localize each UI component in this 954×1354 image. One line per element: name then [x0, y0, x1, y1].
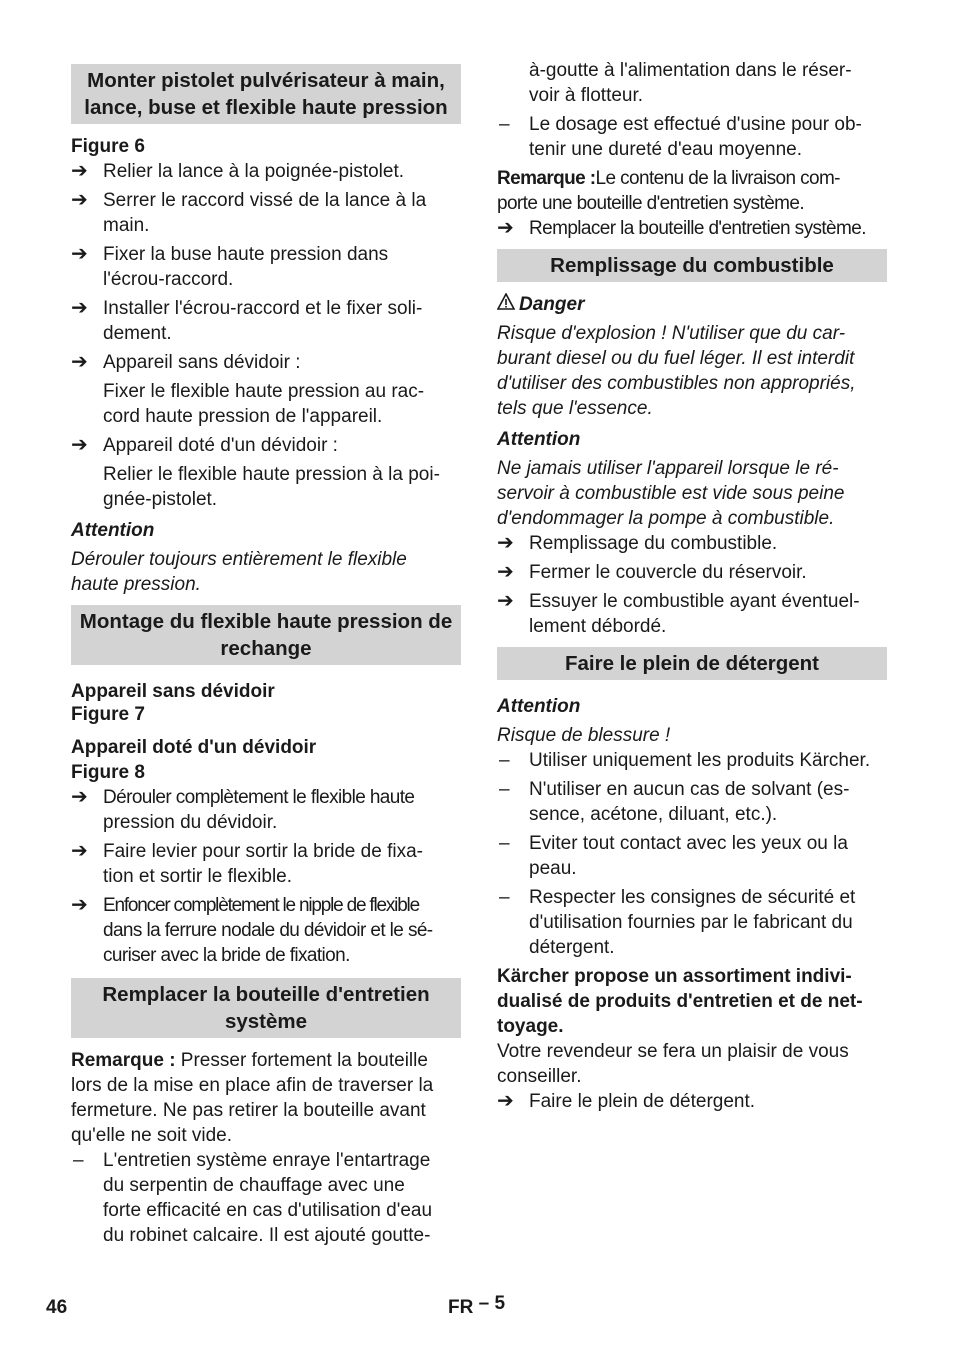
dash-item: – Le dosage est effectué d'usine pour ob- [499, 114, 862, 135]
step-continued: dans la ferrure nodale du dévidoir et le sé- [103, 920, 433, 941]
arrow-right-icon: ➔ [71, 243, 88, 265]
dash-item-continued: du serpentin de chauffage avec une [103, 1175, 405, 1196]
danger-text: tels que l'essence. [497, 398, 653, 419]
bold-paragraph: toyage. [497, 1016, 564, 1037]
attention-text: Dérouler toujours entièrement le flexible [71, 549, 407, 570]
figure-ref: Figure 8 [71, 762, 145, 783]
dash-item-continued: détergent. [529, 937, 615, 958]
remark: Remarque :Le contenu de la livraison com- [497, 168, 840, 189]
step: ➔ Appareil doté d'un dévidoir : [71, 434, 338, 456]
remark: Remarque : Presser fortement la bouteille [71, 1050, 428, 1071]
dash-item-continued: forte efficacité en cas d'utilisation d'eau [103, 1200, 433, 1221]
risk-text: Risque de blessure ! [497, 725, 671, 746]
danger-text: Risque d'explosion ! N'utiliser que du car- [497, 323, 846, 344]
attention-label: Attention [497, 429, 581, 450]
arrow-right-icon: ➔ [71, 189, 88, 211]
remark-text: lors de la mise en place afin de traverser la [71, 1075, 434, 1096]
bold-paragraph: dualisé de produits d'entretien et de net- [497, 991, 863, 1012]
attention-label: Attention [71, 520, 155, 541]
dash-item: – Eviter tout contact avec les yeux ou la [499, 833, 848, 854]
step: ➔ Relier la lance à la poignée-pistolet. [71, 160, 405, 182]
step-continued: pression du dévidoir. [103, 812, 278, 833]
attention-text: Ne jamais utiliser l'appareil lorsque le ré- [497, 458, 839, 479]
arrow-right-icon: ➔ [497, 1090, 514, 1112]
arrow-right-icon: ➔ [71, 351, 88, 373]
dash-item-continued: peau. [529, 858, 577, 879]
arrow-right-icon: ➔ [71, 786, 88, 808]
step: ➔ Faire le plein de détergent. [497, 1090, 756, 1112]
subheading: Appareil sans dévidoir [71, 681, 275, 702]
dash-item-continued: du robinet calcaire. Il est ajouté goutte- [103, 1225, 431, 1246]
section-heading-spare-hose: Montage du flexible haute pression de rechange [71, 605, 461, 665]
attention-label: Attention [497, 696, 581, 717]
arrow-right-icon: ➔ [71, 160, 88, 182]
danger-text: d'utiliser des combustibles non appropriés, [497, 373, 856, 394]
step: ➔ Dérouler complètement le flexible haute [71, 786, 415, 808]
arrow-right-icon: ➔ [497, 590, 514, 612]
attention-text: d'endommager la pompe à combustible. [497, 508, 835, 529]
warning-triangle-icon [497, 292, 519, 317]
section-heading-replace-bottle: Remplacer la bouteille d'entretien système [71, 978, 461, 1038]
section-heading-mount-gun: Monter pistolet pulvérisateur à main, lance, buse et flexible haute pression [71, 64, 461, 124]
dash-item: – Respecter les consignes de sécurité et [499, 887, 856, 908]
step-continued: dement. [103, 323, 172, 344]
bold-paragraph: Kärcher propose un assortiment indivi- [497, 966, 852, 987]
step-continued: curiser avec la bride de fixation. [103, 945, 350, 966]
step-continued: main. [103, 215, 150, 236]
step-detail: gnée-pistolet. [103, 489, 218, 510]
step-continued: l'écrou-raccord. [103, 269, 234, 290]
dash-item-continued: tenir une dureté d'eau moyenne. [529, 139, 802, 160]
step: ➔ Faire levier pour sortir la bride de fixa- [71, 840, 423, 862]
remark-text: qu'elle ne soit vide. [71, 1125, 233, 1146]
attention-text: haute pression. [71, 574, 201, 595]
page-number: 46 [46, 1297, 68, 1318]
dash-item-continued: d'utilisation fournies par le fabricant du [529, 912, 853, 933]
arrow-right-icon: ➔ [71, 894, 88, 916]
attention-text: servoir à combustible est vide sous peine [497, 483, 845, 504]
step-detail: Fixer le flexible haute pression au rac- [103, 381, 425, 402]
right-column [497, 58, 887, 1114]
step: ➔ Remplissage du combustible. [497, 532, 778, 554]
step: ➔ Remplacer la bouteille d'entretien système. [497, 217, 866, 239]
arrow-right-icon: ➔ [71, 840, 88, 862]
paragraph: conseiller. [497, 1066, 582, 1087]
step-continued: lement débordé. [529, 616, 667, 637]
dash-item-continued: sence, acétone, diluant, etc.). [529, 804, 778, 825]
step: ➔ Installer l'écrou-raccord et le fixer soli- [71, 297, 423, 319]
arrow-right-icon: ➔ [71, 434, 88, 456]
figure-ref: Figure 7 [71, 704, 145, 725]
step-detail: Relier le flexible haute pression à la poi- [103, 464, 440, 485]
arrow-right-icon: ➔ [497, 532, 514, 554]
dash-item: – N'utiliser en aucun cas de solvant (es- [499, 779, 850, 800]
step: ➔ Enfoncer complètement le nipple de flexible [71, 894, 419, 916]
step: ➔ Serrer le raccord vissé de la lance à la [71, 189, 427, 211]
step: ➔ Fixer la buse haute pression dans [71, 243, 389, 265]
danger-heading: Danger [497, 292, 887, 317]
arrow-right-icon: ➔ [497, 217, 514, 239]
paragraph: Votre revendeur se fera un plaisir de vous [497, 1041, 849, 1062]
dash-item: – L'entretien système enraye l'entartrage [73, 1150, 431, 1171]
remark-text: porte une bouteille d'entretien système. [497, 193, 805, 214]
section-heading-detergent: Faire le plein de détergent [497, 647, 887, 680]
step-detail: cord haute pression de l'appareil. [103, 406, 383, 427]
dash-item-continued: voir à flotteur. [529, 85, 644, 106]
dash-item-continued: à-goutte à l'alimentation dans le réser- [529, 60, 852, 81]
dash-item: – Utiliser uniquement les produits Kärcher. [499, 750, 871, 771]
left-column [71, 64, 461, 1248]
remark-text: fermeture. Ne pas retirer la bouteille avant [71, 1100, 426, 1121]
arrow-right-icon: ➔ [71, 297, 88, 319]
step: ➔ Fermer le couvercle du réservoir. [497, 561, 807, 583]
step: ➔ Essuyer le combustible ayant éventuel- [497, 590, 860, 612]
arrow-right-icon: ➔ [497, 561, 514, 583]
footer-lang: FR – 5 [448, 1293, 506, 1318]
subheading: Appareil doté d'un dévidoir [71, 737, 317, 758]
step: ➔ Appareil sans dévidoir : [71, 351, 301, 373]
section-heading-fuel: Remplissage du combustible [497, 249, 887, 282]
step-continued: tion et sortir le flexible. [103, 866, 293, 887]
figure-ref: Figure 6 [71, 136, 145, 157]
danger-text: burant diesel ou du fuel léger. Il est interdit [497, 348, 855, 369]
